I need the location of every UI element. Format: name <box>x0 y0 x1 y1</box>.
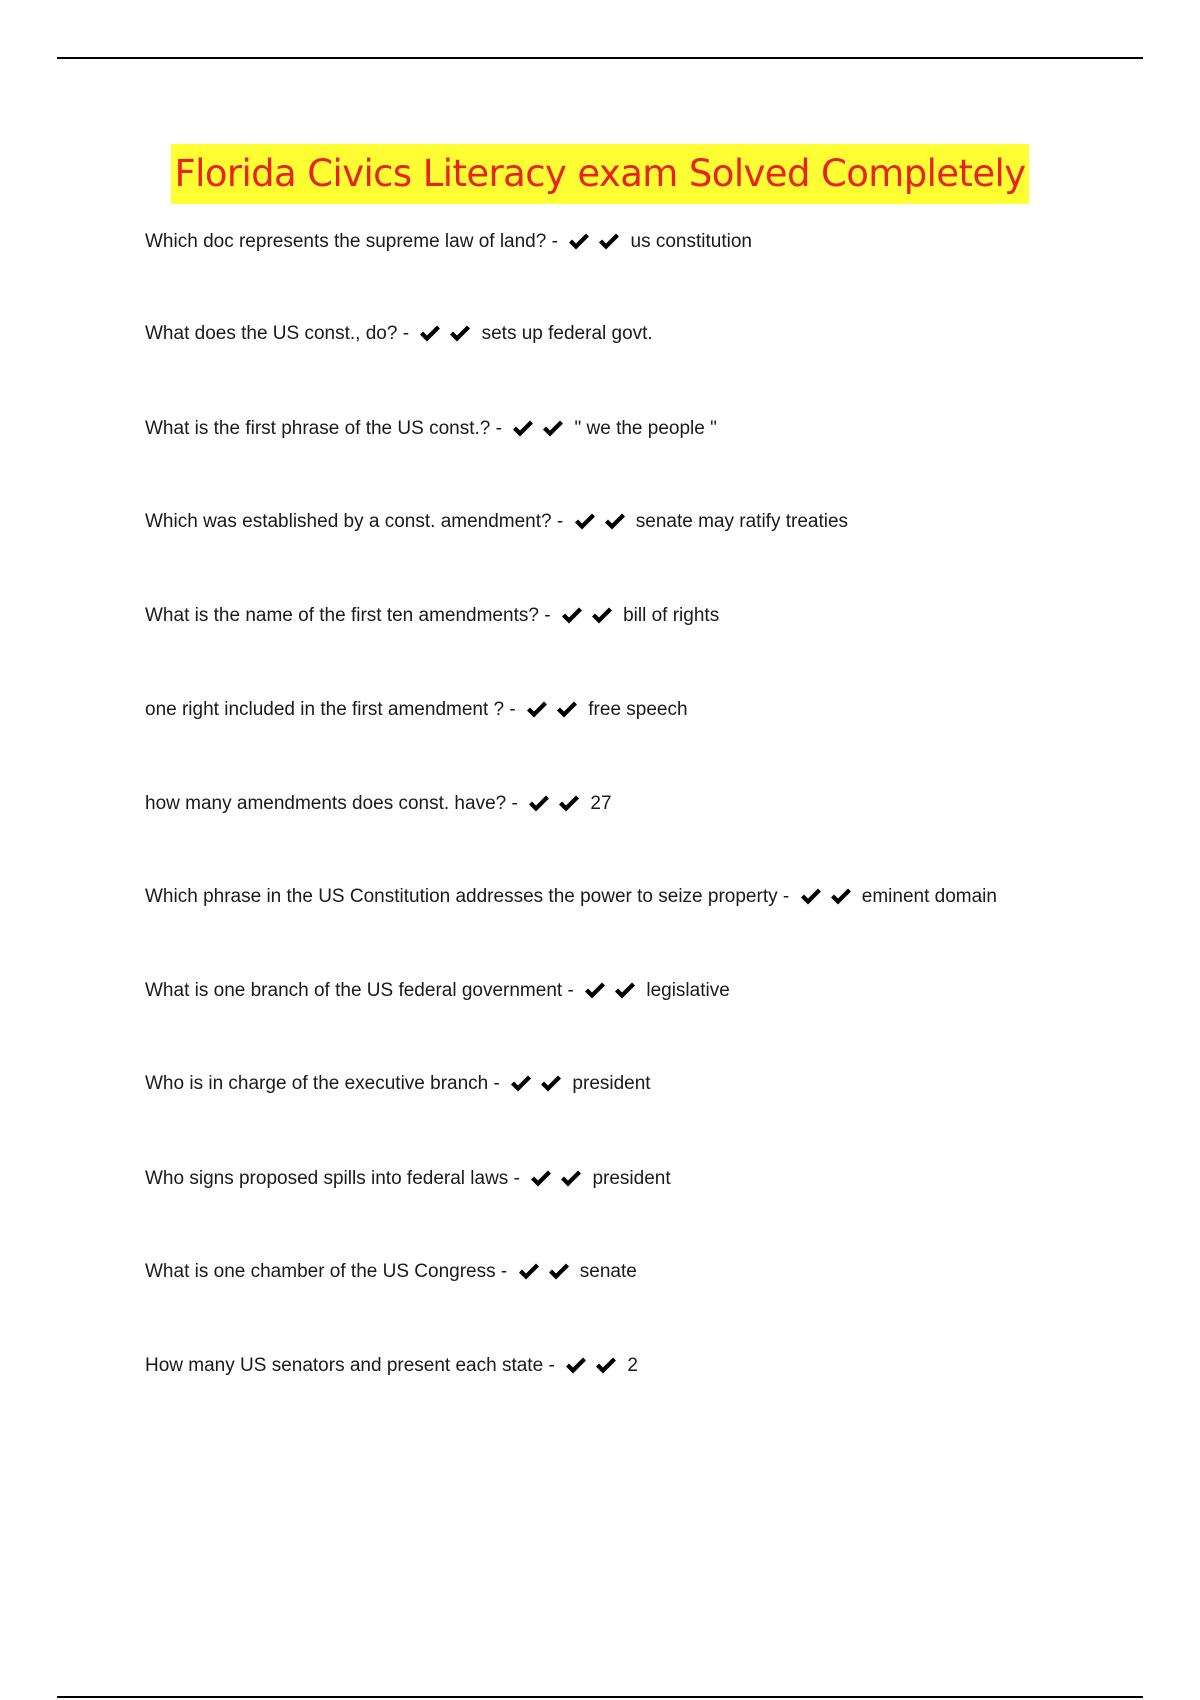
qa-item <box>145 1166 671 1195</box>
qa-item <box>145 1071 651 1100</box>
answer-text: eminent domain <box>861 886 997 907</box>
check-mark-icon <box>613 981 637 1001</box>
check-mark-icon <box>418 324 442 344</box>
separator: - <box>509 699 516 720</box>
check-mark-icon <box>511 419 535 439</box>
separator: - <box>511 793 518 814</box>
qa-item <box>145 884 997 913</box>
check-mark-icon <box>557 794 581 814</box>
double-check-icon <box>525 700 579 726</box>
question-text: Which phrase in the US Constitution addresses the power to seize property <box>145 886 778 907</box>
check-mark-icon <box>525 700 549 720</box>
question-text: What is one chamber of the US Congress <box>145 1261 496 1282</box>
check-mark-icon <box>539 1074 563 1094</box>
answer-text: 27 <box>590 793 612 814</box>
double-check-icon <box>511 419 565 445</box>
separator: - <box>551 231 558 252</box>
double-check-icon <box>529 1169 583 1195</box>
answer-text: sets up federal govt. <box>481 323 653 344</box>
check-mark-icon <box>567 232 591 252</box>
title-container <box>0 144 1200 204</box>
answer-text: free speech <box>588 699 688 720</box>
answer-text: us constitution <box>630 231 752 252</box>
qa-item <box>145 416 717 445</box>
separator: - <box>495 418 502 439</box>
qa-item <box>145 509 848 538</box>
qa-item <box>145 978 730 1007</box>
question-text: What does the US const., do? <box>145 323 398 344</box>
check-mark-icon <box>547 1262 571 1282</box>
answer-text: legislative <box>646 980 730 1001</box>
answer-text: senate may ratify treaties <box>635 511 849 532</box>
qa-item <box>145 321 653 350</box>
double-check-icon <box>567 232 621 258</box>
top-rule <box>57 57 1143 59</box>
separator: - <box>500 1261 508 1282</box>
qa-item <box>145 229 752 258</box>
separator: - <box>548 1355 555 1376</box>
double-check-icon <box>418 324 472 350</box>
answer-text: bill of rights <box>623 605 720 626</box>
answer-text: senate <box>579 1261 637 1282</box>
check-mark-icon <box>829 887 853 907</box>
question-text: Who signs proposed spills into federal laws <box>145 1168 509 1189</box>
separator: - <box>567 980 574 1001</box>
question-text: Which doc represents the supreme law of land? <box>145 231 547 252</box>
check-mark-icon <box>564 1356 588 1376</box>
question-text: Who is in charge of the executive branch <box>145 1073 489 1094</box>
separator: - <box>493 1073 500 1094</box>
double-check-icon <box>564 1356 618 1382</box>
bottom-rule <box>57 1696 1143 1698</box>
separator: - <box>782 886 790 907</box>
separator: - <box>556 511 564 532</box>
separator: - <box>513 1168 520 1189</box>
check-mark-icon <box>594 1356 618 1376</box>
check-mark-icon <box>517 1262 541 1282</box>
check-mark-icon <box>555 700 579 720</box>
check-mark-icon <box>560 606 584 626</box>
answer-text: president <box>572 1073 651 1094</box>
question-text: What is one branch of the US federal government <box>145 980 563 1001</box>
check-mark-icon <box>448 324 472 344</box>
check-mark-icon <box>529 1169 553 1189</box>
separator: - <box>402 323 410 344</box>
separator: - <box>544 605 551 626</box>
check-mark-icon <box>583 981 607 1001</box>
check-mark-icon <box>799 887 823 907</box>
double-check-icon <box>509 1074 563 1100</box>
qa-item <box>145 697 688 726</box>
check-mark-icon <box>541 419 565 439</box>
double-check-icon <box>799 887 853 913</box>
double-check-icon <box>573 512 627 538</box>
question-text: How many US senators and present each state <box>145 1355 544 1376</box>
document-title: Florida Civics Literacy exam Solved Completely <box>171 144 1028 204</box>
double-check-icon <box>560 606 614 632</box>
qa-item <box>145 1259 637 1288</box>
check-mark-icon <box>509 1074 533 1094</box>
answer-text: 2 <box>627 1355 638 1376</box>
question-text: Which was established by a const. amendment? <box>145 511 552 532</box>
qa-item <box>145 603 719 632</box>
double-check-icon <box>583 981 637 1007</box>
qa-item <box>145 791 612 820</box>
answer-text: " we the people " <box>574 418 717 439</box>
answer-text: president <box>592 1168 671 1189</box>
check-mark-icon <box>597 232 621 252</box>
check-mark-icon <box>573 512 597 532</box>
check-mark-icon <box>559 1169 583 1189</box>
question-text: how many amendments does const. have? <box>145 793 507 814</box>
double-check-icon <box>527 794 581 820</box>
check-mark-icon <box>527 794 551 814</box>
double-check-icon <box>517 1262 571 1288</box>
question-text: What is the first phrase of the US const.? <box>145 418 491 439</box>
question-text: What is the name of the first ten amendments? <box>145 605 539 626</box>
check-mark-icon <box>603 512 627 532</box>
check-mark-icon <box>590 606 614 626</box>
qa-item <box>145 1353 638 1382</box>
question-text: one right included in the first amendment ? <box>145 699 505 720</box>
